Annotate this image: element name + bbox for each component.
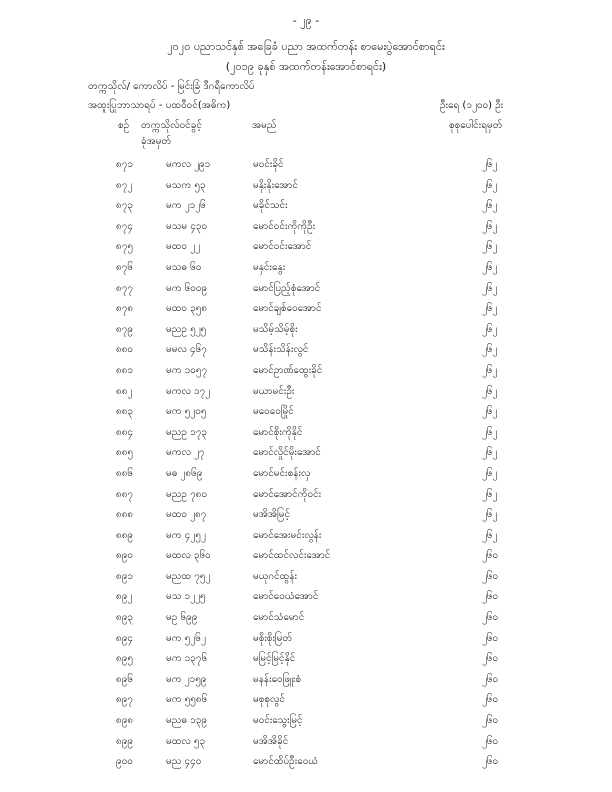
row-number: ၈၇၃ <box>116 200 133 212</box>
student-name: မနန်းဝေဖြူးစံ <box>253 673 302 685</box>
total-score: ၂၆၀ <box>482 550 499 562</box>
row-number: ၈၇၆ <box>116 261 133 273</box>
total-score: ၂၆၂ <box>482 241 498 253</box>
student-name: မဝင်းသွေးမြင့် <box>253 715 303 727</box>
row-number: ၈၇၈ <box>116 303 134 315</box>
student-name: မအိအိခိုင် <box>253 735 289 747</box>
exam-code: မည ၄၄၀ <box>166 756 202 768</box>
row-number: ၈၈၂ <box>116 385 133 397</box>
exam-code: မထဝ ၃၅၈ <box>166 303 208 315</box>
total-score: ၂၆၀ <box>482 673 499 685</box>
row-number: ၈၉၉ <box>116 735 133 747</box>
row-number: ၈၉၈ <box>116 715 134 727</box>
headcount-label: ဦးရေ (၁၂၀၀) ဦး <box>440 100 504 111</box>
exam-code: မက ၆၀၀၉ <box>166 282 208 294</box>
column-header-name: အမည် <box>252 120 277 131</box>
total-score: ၂၆၀ <box>482 653 499 665</box>
total-score: ၂၆၀ <box>482 715 499 727</box>
student-name: မောင်ဝင်းအောင် <box>253 241 312 253</box>
row-number: ၈၉၆ <box>116 673 133 685</box>
student-name: မောင်ဝေယံအောင် <box>253 591 319 603</box>
row-number: ၈၉၅ <box>116 653 133 665</box>
table-row <box>0 548 612 569</box>
exam-code: မညဥ ၁၇၃ <box>166 426 207 438</box>
total-score: ၂၆၂ <box>482 179 498 191</box>
table-row <box>0 384 612 405</box>
student-name: မယာမင်းဦး <box>253 385 295 397</box>
table-row <box>0 569 612 590</box>
student-name: မနိုးနိုးအောင် <box>253 179 298 191</box>
total-score: ၂၆၂ <box>482 282 498 294</box>
total-score: ၂၆၂ <box>482 200 498 212</box>
exam-code: မသဓ ၆၀ <box>166 261 202 273</box>
row-number: ၉၀၀ <box>116 756 133 768</box>
table-row <box>0 507 612 528</box>
total-score: ၂၆၂ <box>482 303 498 315</box>
row-number: ၈၇၂ <box>116 179 133 191</box>
exam-code: မသက ၅၃ <box>166 179 206 191</box>
table-row <box>0 281 612 302</box>
exam-code: မထဝ ၂၈၇ <box>166 509 207 521</box>
exam-code: မညထ ၇၅၂ <box>166 570 211 582</box>
total-score: ၂၆၂ <box>482 529 498 541</box>
exam-code: မမလ ၄၆၇ <box>166 344 207 356</box>
exam-code: မကလ ၂၉၁ <box>166 159 211 170</box>
student-name: မောင်ဥာဏ်ထွေးခိုင် <box>253 364 323 376</box>
column-header-code-line2: ခုံအမှတ် <box>141 136 172 147</box>
column-header-score: စုစုပေါင်းရမှတ် <box>449 120 503 131</box>
exam-code: မကလ ၂၇ <box>166 447 205 459</box>
row-number: ၈၈၈ <box>116 509 134 521</box>
student-name: မယုဂင်ထွန်း <box>253 570 298 582</box>
table-row <box>0 734 612 755</box>
exam-code: မဓ ၂၈၆၉ <box>166 467 203 479</box>
exam-code: မကလ ၁၇၂ <box>166 385 211 397</box>
table-row <box>0 672 612 693</box>
row-number: ၈၇၁ <box>116 159 133 170</box>
exam-code: မသမ ၄၃၀ <box>166 220 208 232</box>
row-number: ၈၈၆ <box>116 467 134 479</box>
row-number: ၈၇၄ <box>116 220 133 232</box>
row-number: ၈၈၀ <box>116 344 134 356</box>
student-name: မသိမ့်သိမ့်စိုး <box>253 323 298 335</box>
total-score: ၂၆၀ <box>482 591 499 603</box>
table-row <box>0 219 612 240</box>
row-number: ၈၉၂ <box>116 591 133 603</box>
total-score: ၂၆၀ <box>482 632 499 644</box>
exam-code: မက ၅၂၀၅ <box>166 406 207 418</box>
student-name: မောင်ထိပ်ဦးဝေယံ <box>253 756 319 768</box>
student-name: မောင်အောင်ကိုဝင်း <box>253 488 322 500</box>
table-row <box>0 692 612 713</box>
table-row <box>0 178 612 199</box>
institution-label: တက္ကသိုလ်/ ကောလိပ် - မြင်းခြံ ဒီဂရီကောလိပ် <box>88 81 255 92</box>
page-number: - ၂၉ - <box>292 14 320 27</box>
row-number: ၈၈၇ <box>116 488 134 500</box>
exam-code: မဥ ၆၉၉ <box>166 612 198 624</box>
total-score: ၂၆၀ <box>482 756 499 768</box>
exam-code: မညဥ ၅၂၅ <box>166 323 207 335</box>
column-header-code: တက္ကသိုလ်ဝင်ခွင့် <box>141 120 202 131</box>
row-number: ၈၈၃ <box>116 406 134 418</box>
total-score: ၂၆၂ <box>482 488 498 500</box>
results-table <box>0 157 612 775</box>
student-name: မအိအိမြင့် <box>253 509 291 521</box>
total-score: ၂၆၂ <box>482 426 498 438</box>
exam-code: မက ၁၀၅၇ <box>166 364 208 376</box>
row-number: ၈၇၇ <box>116 282 133 294</box>
student-name: မစိုးစိုးမြတ် <box>253 632 293 644</box>
student-name: မဝေဝေမြိုင် <box>253 406 294 418</box>
total-score: ၂၆၂ <box>482 261 498 273</box>
table-row <box>0 260 612 281</box>
student-name: မောင်စိုးကိုနိုင် <box>253 426 303 438</box>
table-row <box>0 198 612 219</box>
student-name: မောင်ထင်လင်းအောင် <box>253 550 331 562</box>
total-score: ၂၆၂ <box>482 467 498 479</box>
row-number: ၈၉၇ <box>116 694 133 706</box>
table-row <box>0 528 612 549</box>
row-number: ၈၉၃ <box>116 612 133 624</box>
table-row <box>0 631 612 652</box>
table-row <box>0 589 612 610</box>
row-number: ၈၈၅ <box>116 447 134 459</box>
exam-code: မက ၄၂၅၂ <box>166 529 206 541</box>
document-subtitle: (၂၀၁၉ ခုနှစ် အထက်တန်းအောင်စာရင်း) <box>225 60 387 73</box>
row-number: ၈၈၄ <box>116 426 134 438</box>
row-number: ၈၈၉ <box>116 529 134 541</box>
table-row <box>0 363 612 384</box>
table-row <box>0 342 612 363</box>
table-row <box>0 157 612 178</box>
total-score: ၂၆၂ <box>482 447 498 459</box>
total-score: ၂၆၀ <box>482 612 499 624</box>
exam-code: မညဥ ၇၈၀ <box>166 488 208 500</box>
table-row <box>0 713 612 734</box>
exam-code: မက ၁၃၇၆ <box>166 653 208 665</box>
student-name: မောင်လှိုင်မိုးအောင် <box>253 447 321 459</box>
student-name: မနှင်းနွေး <box>253 261 286 273</box>
student-name: မောင်အေးမင်းလွန်း <box>253 529 322 541</box>
table-row <box>0 404 612 425</box>
student-name: မောင်သံမောင် <box>253 612 305 624</box>
column-header-number: စဉ် <box>118 120 130 131</box>
total-score: ၂၆၂ <box>482 323 498 335</box>
row-number: ၈၈၁ <box>116 364 134 376</box>
total-score: ၂၆၂ <box>482 364 498 376</box>
row-number: ၈၉၀ <box>116 550 133 562</box>
exam-code: မက ၅၂၆၂ <box>166 632 206 644</box>
total-score: ၂၆၂ <box>482 159 498 170</box>
table-row <box>0 301 612 322</box>
student-name: မဝင်းခိုင် <box>253 159 284 170</box>
row-number: ၈၉၁ <box>116 570 133 582</box>
total-score: ၂၆၂ <box>482 385 498 397</box>
total-score: ၂၆၂ <box>482 344 498 356</box>
exam-code: မက ၂၁၂၆ <box>166 200 206 212</box>
row-number: ၈၇၅ <box>116 241 133 253</box>
table-row <box>0 445 612 466</box>
total-score: ၂၆၀ <box>482 570 499 582</box>
exam-code: မက ၅၅၈၆ <box>166 694 208 706</box>
student-name: မောင်ပြည့်စုံအောင် <box>253 282 321 294</box>
table-row <box>0 322 612 343</box>
student-name: မောင်ချစ်ဝေအောင် <box>253 303 322 315</box>
student-name: မစုစုလွင် <box>253 694 285 706</box>
table-row <box>0 487 612 508</box>
exam-code: မထလ ၅၃ <box>166 735 206 747</box>
total-score: ၂၆၀ <box>482 735 499 747</box>
total-score: ၂၆၂ <box>482 220 498 232</box>
student-name: မောင်မင်းစန်းလှ <box>253 467 311 479</box>
row-number: ၈၇၉ <box>116 323 133 335</box>
student-name: မသိန်းသိန်းလွင် <box>253 344 309 356</box>
student-name: မခိုင်သင်း <box>253 200 288 212</box>
student-name: မောင်ဝင်းကိုကိုဦး <box>253 220 316 232</box>
exam-code: မထလ ၃၆၀ <box>166 550 211 562</box>
total-score: ၂၆၂ <box>482 406 498 418</box>
table-row <box>0 651 612 672</box>
exam-code: မက ၂၁၅၉ <box>166 673 207 685</box>
table-row <box>0 466 612 487</box>
exam-code: မသ ၁၂၂၅ <box>166 591 206 603</box>
table-row <box>0 239 612 260</box>
exam-code: မထဝ ၂၂ <box>166 241 200 253</box>
student-name: မမြင့်မြင့်နိုင် <box>253 653 296 665</box>
table-row <box>0 425 612 446</box>
major-subject-label: အထူးပြုဘာသာရပ် - ပထဝီဝင်(အဓိက) <box>88 100 231 111</box>
table-row <box>0 754 612 775</box>
total-score: ၂၆၂ <box>482 509 498 521</box>
exam-code: မညဓ ၁၃၉ <box>166 715 208 727</box>
table-row <box>0 610 612 631</box>
document-title: ၂၀၂၀ ပညာသင်နှစ် အခြေခံ ပညာ အထက်တန်း စာမေးပွဲအောင်စာရင်း <box>167 40 445 53</box>
total-score: ၂၆၀ <box>482 694 499 706</box>
row-number: ၈၉၄ <box>116 632 133 644</box>
